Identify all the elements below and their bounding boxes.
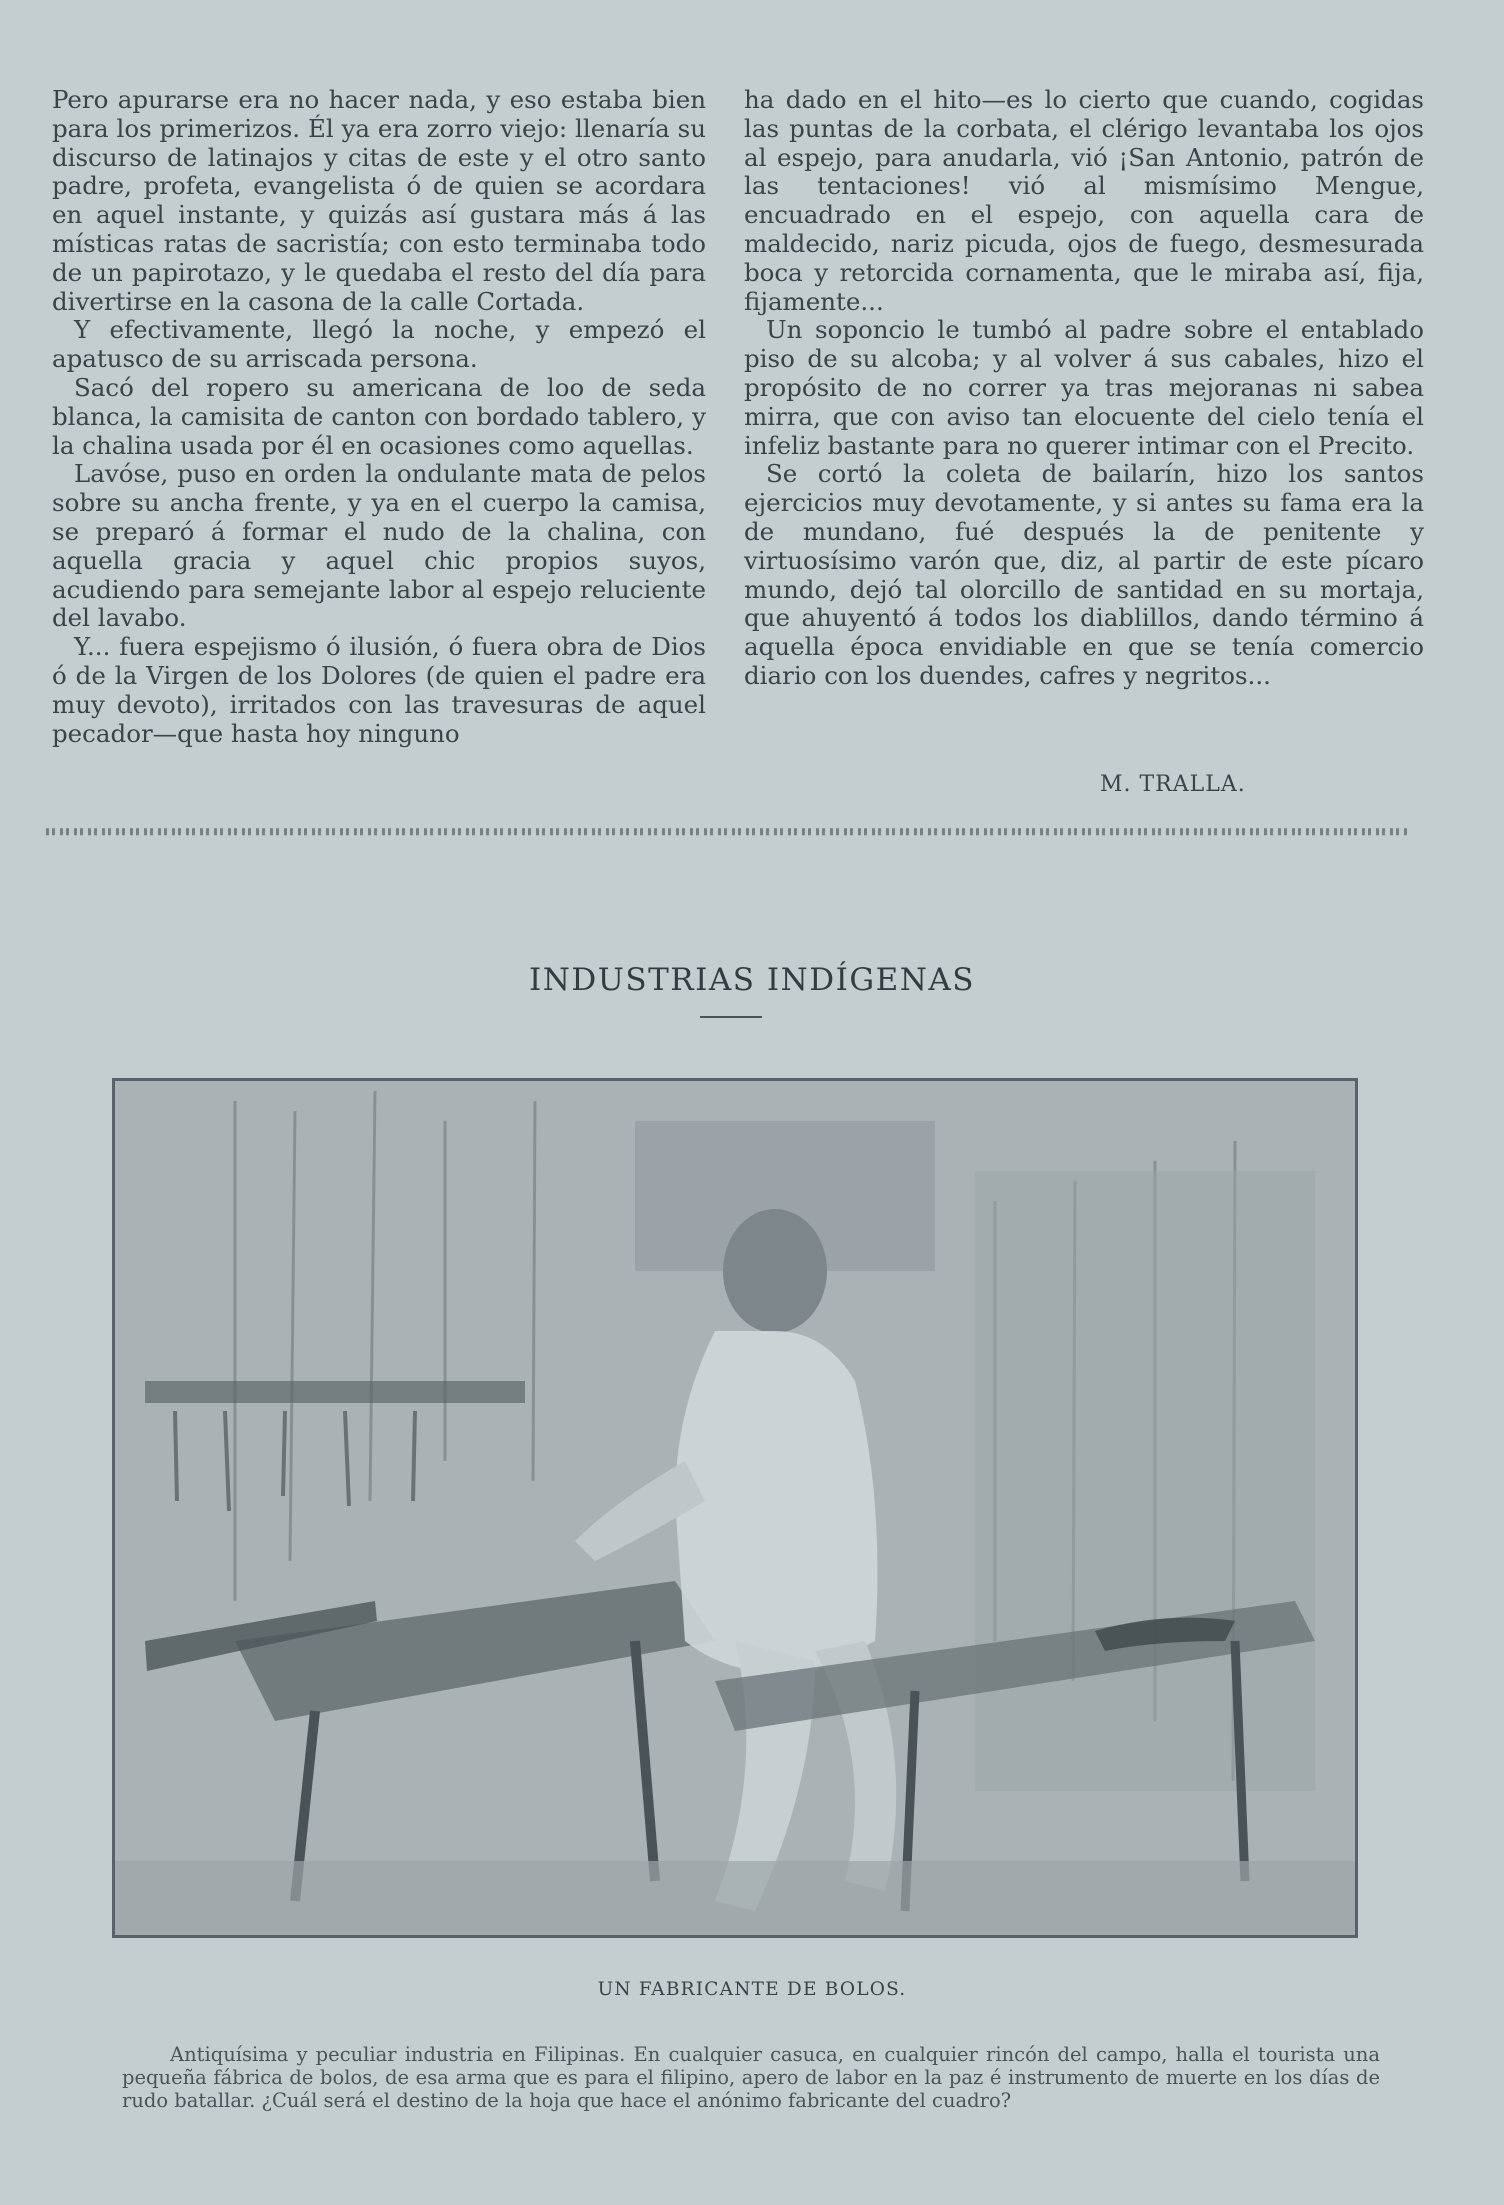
author-signature: M. TRALLA. [1100, 772, 1246, 797]
paragraph: Se cortó la coleta de bailarín, hizo los santos ejercicios muy devotamente, y si antes su fama era la de mundano, fué después la de penitente y virtuosísimo varón que, diz, al partir de este pícaro mundo, dejó tal olorcillo de santidad en su mortaja, que ahuyentó á todos los diablillos, dando término á aquella época envidiable en que se tenía comercio diario con los duendes, cafres y negritos... [744, 459, 1424, 690]
paragraph: Un soponcio le tumbó al padre sobre el entablado piso de su alcoba; y al volver á sus cabales, hizo el propósito de no correr ya tras mejoranas ni sabea mirra, que con aviso tan elocuente del cielo tenía el infeliz bastante para no querer intimar con el Precito. [744, 315, 1424, 460]
photo-description [122, 2043, 1380, 2112]
paragraph: Pero apurarse era no hacer nada, y eso estaba bien para los primerizos. Él ya era zorro viejo: llenaría su discurso de latinajos y citas de este y el otro santo padre, profeta, evangelista ó de quien se acordara en aquel instante, y quizás así gustara más á las místicas ratas de sacristía; con esto terminaba todo de un papirotazo, y le quedaba el resto del día para divertirse en la casona de la calle Cortada. [52, 85, 706, 316]
paragraph: Sacó del ropero su americana de loo de seda blanca, la camisita de canton con bordado tablero, y la chalina usada por él en ocasiones como aquellas. [52, 372, 706, 460]
paragraph: ha dado en el hito—es lo cierto que cuando, cogidas las puntas de la corbata, el clérigo levantaba los ojos al espejo, para anudarla, vió ¡San Antonio, patrón de las tentaciones! vió al mismísimo Mengue, encuadrado en el espejo, con aquella cara de maldecido, nariz picuda, ojos de fuego, desmesurada boca y retorcida cornamenta, que le miraba así, fija, fijamente... [744, 85, 1424, 316]
paragraph: Y efectivamente, llegó la noche, y empezó el apatusco de su arriscada persona. [52, 315, 706, 374]
section-title: INDUSTRIAS INDÍGENAS [529, 962, 975, 998]
paragraph: Lavóse, puso en orden la ondulante mata de pelos sobre su ancha frente, y ya en el cuerpo la camisa, se preparó á formar el nudo de la chalina, con aquella gracia y aquel chic propios suyos, acudiendo para semejante labor al espejo reluciente del lavabo. [52, 459, 706, 633]
paragraph: Antiquísima y peculiar industria en Filipinas. En cualquier casuca, en cualquier rincón del campo, halla el tourista una pequeña fábrica de bolos, de esa arma que es para el filipino, apero de labor en la paz é instrumento de muerte en los días de rudo batallar. ¿Cuál será el destino de la hoja que hace el anónimo fabricante del cuadro? [122, 2043, 1380, 2112]
photograph-bolo-maker [112, 1078, 1358, 1938]
paragraph: Y... fuera espejismo ó ilusión, ó fuera obra de Dios ó de la Virgen de los Dolores (de quien el padre era muy devoto), irritados con las travesuras de aquel pecador—que hasta hoy ninguno [52, 632, 706, 748]
photo-caption: UN FABRICANTE DE BOLOS. [597, 1979, 907, 2000]
ornamental-divider [46, 824, 1410, 838]
title-rule [700, 1016, 762, 1018]
right-text-column [744, 86, 1424, 691]
photo-illustration [115, 1081, 1355, 1935]
left-text-column [52, 86, 706, 748]
